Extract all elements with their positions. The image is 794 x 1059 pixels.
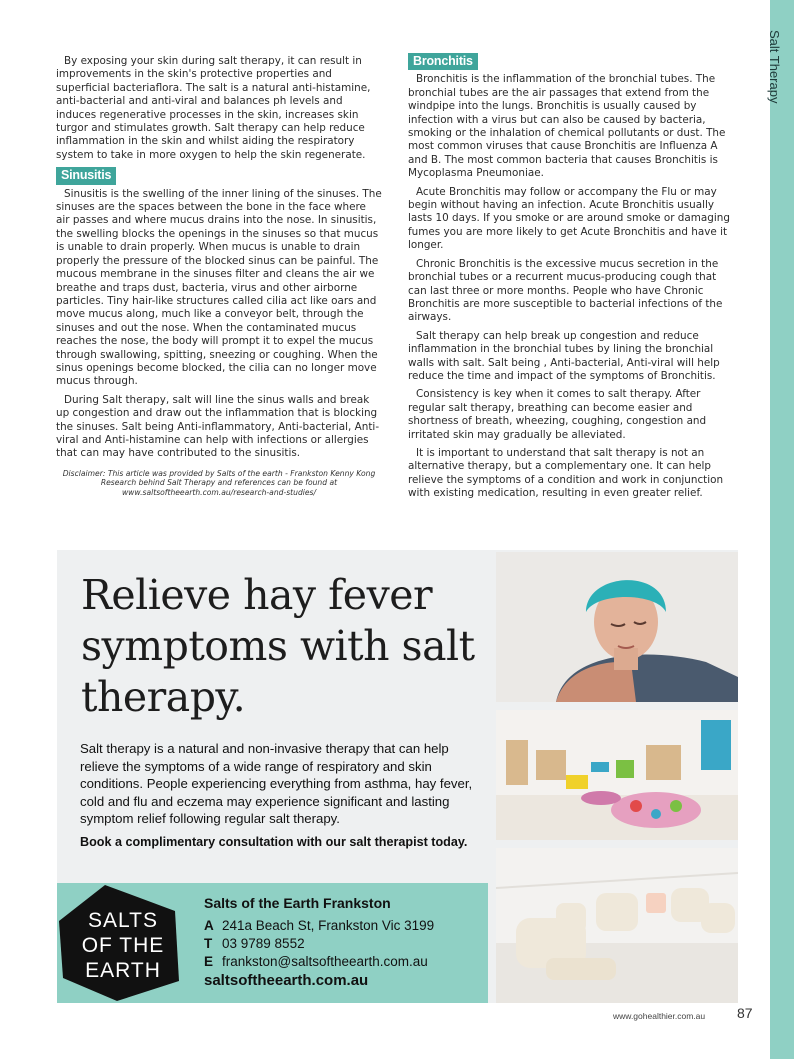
left-column (56, 55, 382, 498)
website-link[interactable]: saltsoftheearth.com.au (204, 972, 369, 989)
svg-text:OF THE: OF THE (81, 934, 165, 957)
bronchitis-paragraph: Consistency is key when it comes to salt therapy. After regular salt therapy, breathing can become easier and shortness of breath, wheezing, coughing, congestion and irritated skin may gradually be alleviated. (408, 388, 707, 441)
svg-text:EARTH: EARTH (85, 959, 161, 982)
phone-line (204, 936, 305, 951)
footer-url[interactable]: www.gohealthier.com.au (613, 1011, 706, 1021)
bronchitis-heading: Bronchitis (408, 53, 478, 70)
ad-call-to-action: Book a complimentary consultation with our salt therapist today. (80, 835, 468, 849)
side-tab-label: Salt Therapy (767, 30, 782, 104)
bronchitis-paragraph: Acute Bronchitis may follow or accompany the Flu or may begin without having an infection. Acute Bronchitis usually lasts 10 days. If you smoke or are around smoke or damaging fumes you are more likely to get Acute Bronchitis and have it longer. (408, 185, 730, 252)
bronchitis-paragraph: Salt therapy can help break up congestion and reduce inflammation in the bronchial tubes by lining the bronchial walls with salt. Salt being , Anti-bacterial, Anti-viral will help reduce the time and impact of the symptoms of Bronchitis. (408, 329, 720, 382)
advertisement (57, 550, 738, 1003)
disclaimer-line: Research behind Salt Therapy and references can be found at (100, 478, 338, 488)
photo-salt-room-chairs (496, 848, 738, 1003)
photo-woman-relaxing (496, 552, 738, 702)
sinusitis-paragraph: During Salt therapy, salt will line the sinus walls and break up congestion and draw out the inflammation that is blocking the sinuses. Salt being Anti-inflammatory, Anti-bacterial, Anti-viral and Anti-histamine can help with infections or allergies that can may have contributed to the sinusitis. (56, 393, 380, 460)
photo-kids-salt-room (496, 710, 738, 840)
bronchitis-paragraph: Bronchitis is the inflammation of the bronchial tubes. The bronchial tubes are the air passages that extend from the windpipe into the lungs. Bronchitis is usually caused by infection with a virus but can also be caused by bacteria, smoking or the inhalation of chemical pollutants or dust. The most common viruses that cause Bronchitis are Influenza A and B. The most common bacteria that causes Bronchitis is Mycoplasma Pneumoniae. (408, 73, 726, 180)
page-number: 87 (737, 1005, 753, 1021)
email-key: E (204, 954, 214, 969)
bronchitis-paragraph: It is important to understand that salt therapy is not an alternative therapy, but a complementary one. It can help relieve the symptoms of a condition and work in conjunction with existing medication, resulting in even greater relief. (408, 446, 724, 500)
right-column (408, 55, 738, 506)
disclaimer (56, 469, 382, 498)
svg-text:SALTS: SALTS (88, 909, 158, 932)
phone-text[interactable]: 03 9789 8552 (222, 936, 305, 951)
address-text: 241a Beach St, Frankston Vic 3199 (222, 918, 435, 933)
bronchitis-paragraph: Chronic Bronchitis is the excessive mucus secretion in the bronchial tubes or a recurrent mucus-producing cough that can last three or more months. People who have Chronic Bronchitis are more susceptible to bacterial infections of the airways. (408, 257, 723, 324)
sinusitis-heading: Sinusitis (56, 167, 116, 184)
disclaimer-link[interactable]: www.saltsoftheearth.com.au/research-and-studies/ (121, 487, 317, 497)
ad-headline: Relieve hay fever symptoms with salt therapy. (81, 571, 475, 721)
address-key: A (204, 918, 214, 933)
sinusitis-paragraph: Sinusitis is the swelling of the inner lining of the sinuses. The sinuses are the spaces between the bone in the face where air passes and where mucus drains into the nose. In sinusitis, the swelling blocks the openings in the sinuses so that mucus is unable to drain properly. When mucus is unable to drain properly the pressure of the blocked sinus can be painful. The mucous membrane in the sinuses filter and cleans the air we breathe and traps dust, bacteria, virus and other airborne particles. Tiny hair-like structures called cilia act like oars and move mucus along, much like a conveyor belt, through the sinuses and out the nose. When the contaminated mucus reaches the nose, the body will prompt it to expel the mucus through swallowing, spitting, sneezing or coughing. When the sinus openings become blocked, the cilia can no longer move mucus through. (56, 187, 382, 388)
disclaimer-line: Disclaimer: This article was provided by Salts of the earth - Frankston Kenny Kong (62, 468, 376, 478)
salts-of-the-earth-logo (57, 883, 187, 1003)
address-line (204, 918, 434, 933)
ad-body: Salt therapy is a natural and non-invasive therapy that can help relieve the symptoms of a wide range of respiratory and skin conditions. People experiencing everything from asthma, hay fever, cold and flu and eczema may experience significant and lasting symptom relief following regular salt therapy. (80, 741, 473, 827)
business-name: Salts of the Earth Frankston (204, 895, 391, 911)
intro-paragraph: By exposing your skin during salt therapy, it can result in improvements in the skin's protective properties and superficial bacteriaflora. The salt is a natural anti-histamine, anti-bacterial and anti-viral and balances ph levels and induces regenerative processes in the skin, increases skin turgor and stimulates growth. Salt therapy can help reduce inflammation in the skin and whilst aiding the respiratory system to take in more oxygen to help the skin regenerate. (56, 55, 371, 161)
side-tab (770, 0, 794, 1059)
phone-key: T (204, 936, 213, 951)
email-line (204, 954, 428, 969)
email-link[interactable]: frankston@saltsoftheearth.com.au (222, 954, 428, 969)
